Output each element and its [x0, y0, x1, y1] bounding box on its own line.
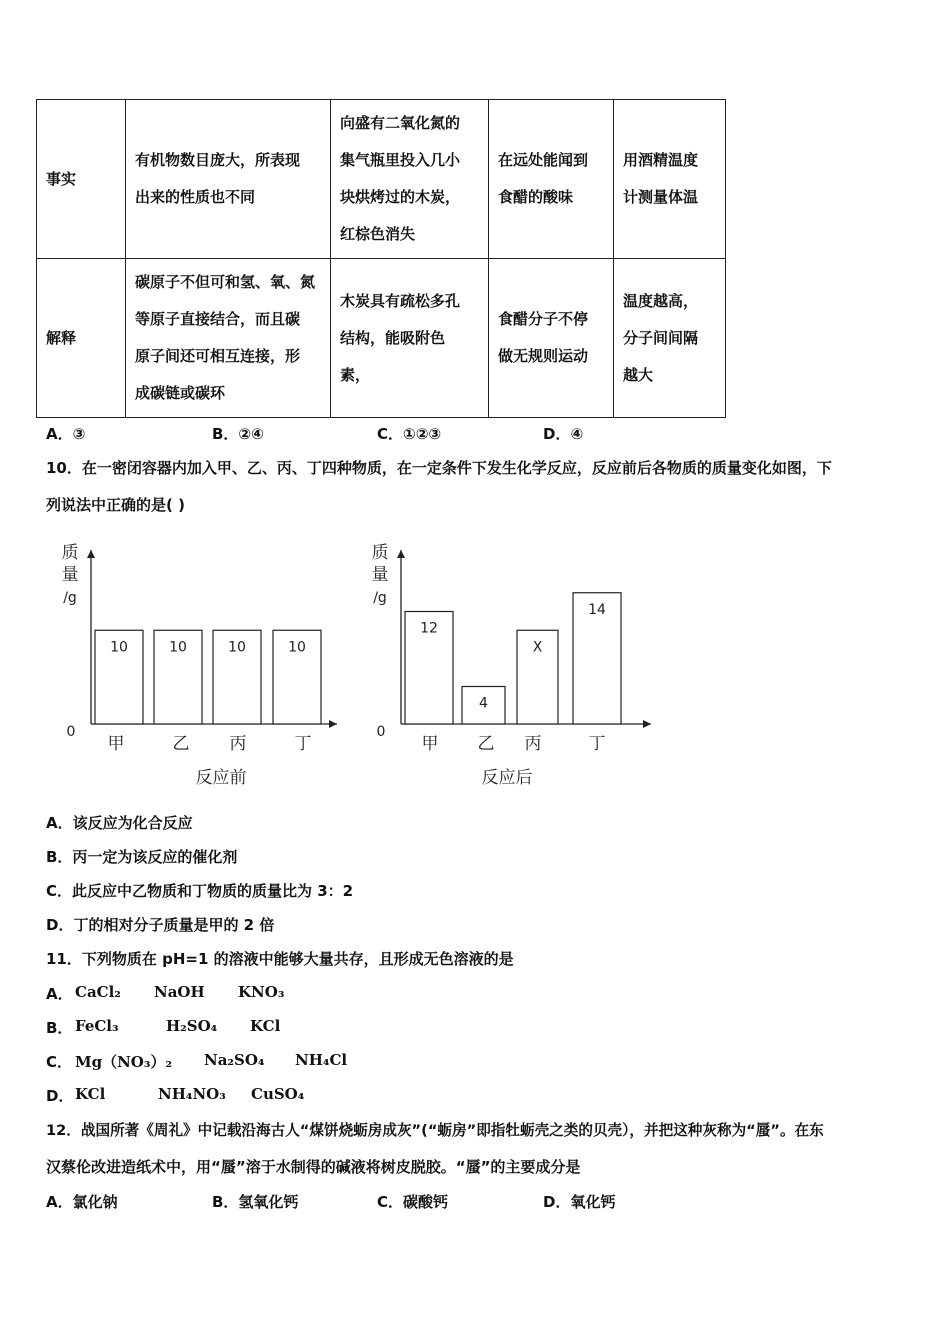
- q11-option-c-item: Mg（NO₃）₂: [75, 1053, 173, 1071]
- q11-option-b-item: H₂SO₄: [166, 1017, 218, 1035]
- q11-stem: 11．下列物质在 pH=1 的溶液中能够大量共存，且形成无色溶液的是: [46, 950, 514, 968]
- y-axis-label: /g: [63, 590, 77, 606]
- y-axis-label: 质: [371, 543, 389, 563]
- chart-title: 反应前: [195, 768, 247, 788]
- q10-option-c: C．此反应中乙物质和丁物质的质量比为 3：2: [46, 882, 354, 900]
- q9-option-a: A．③: [46, 425, 86, 443]
- q11-option-d-item: NH₄NO₃: [158, 1085, 226, 1103]
- y-axis-label: 质: [61, 543, 79, 563]
- q12-stem-line1: 12．战国所著《周礼》中记载沿海古人“煤饼烧蛎房成灰”(“蛎房”即指牡蛎壳之类的贝壳），并把这种灰称为“蜃”。在东: [46, 1122, 824, 1139]
- y-axis-label: 量: [61, 565, 79, 585]
- q11-option-b-item: KCl: [250, 1017, 281, 1035]
- y-axis-label: 量: [371, 565, 389, 585]
- q11-option-d-item: CuSO₄: [251, 1085, 305, 1103]
- q11-option-b-letter: B．: [46, 1019, 73, 1037]
- q11-option-d-letter: D．: [46, 1087, 74, 1105]
- q12-option-b: B．氢氧化钙: [212, 1193, 299, 1211]
- q9-option-b: B．②④: [212, 425, 264, 443]
- q9-option-d: D．④: [543, 425, 584, 443]
- q10-stem-line2: 列说法中正确的是( ): [46, 496, 185, 514]
- y-axis-arrow-icon: [87, 550, 95, 558]
- q11-option-c-item: NH₄Cl: [295, 1051, 348, 1069]
- q9-option-c: C．①②③: [377, 425, 442, 443]
- y-axis-label: /g: [373, 590, 387, 606]
- fact-cell: 用酒精温度 计测量体温: [614, 100, 726, 259]
- q11-option-a-item: KNO₃: [238, 983, 285, 1001]
- bar-value-label: 10: [228, 639, 246, 656]
- fact-cell: 向盛有二氧化氮的 集气瓶里投入几小 块烘烤过的木炭， 红棕色消失: [331, 100, 489, 259]
- explanation-cell: 温度越高， 分子间间隔 越大: [614, 259, 726, 418]
- q11-option-b-item: FeCl₃: [75, 1017, 119, 1035]
- category-label: 丁: [294, 734, 312, 754]
- q11-option-a-item: NaOH: [154, 983, 205, 1001]
- y-axis-arrow-icon: [397, 550, 405, 558]
- q11-option-a-letter: A．: [46, 985, 73, 1003]
- q10-stem-line1: 10．在一密闭容器内加入甲、乙、丙、丁四种物质，在一定条件下发生化学反应，反应前后各物质的质量变化如图，下: [46, 459, 832, 477]
- explanation-cell: 碳原子不但可和氢、氧、氮 等原子直接结合，而且碳 原子间还可相互连接，形 成碳链或碳环: [126, 259, 331, 418]
- category-label: 乙: [477, 734, 495, 754]
- table-row-facts: [37, 100, 726, 259]
- category-label: 甲: [107, 734, 125, 754]
- q10-option-d: D．丁的相对分子质量是甲的 2 倍: [46, 916, 275, 934]
- fact-cell: 有机物数目庞大，所表现 出来的性质也不同: [126, 100, 331, 259]
- explanation-cell: 木炭具有疏松多孔 结构，能吸附色 素，: [331, 259, 489, 418]
- q12-option-a: A．氯化钠: [46, 1193, 118, 1211]
- table-row-header: 解释: [37, 259, 126, 418]
- x-axis-arrow-icon: [643, 720, 651, 728]
- chart-title: 反应后: [481, 768, 533, 788]
- category-label: 丙: [524, 734, 542, 754]
- category-label: 乙: [172, 734, 190, 754]
- chart-before-reaction: [55, 540, 355, 800]
- category-label: 丙: [229, 734, 247, 754]
- x-axis-arrow-icon: [329, 720, 337, 728]
- category-label: 甲: [421, 734, 439, 754]
- chart-after-reaction: [365, 540, 665, 800]
- q12-option-c: C．碳酸钙: [377, 1193, 449, 1211]
- origin-label: 0: [66, 724, 76, 740]
- explanation-cell: 食醋分子不停 做无规则运动: [489, 259, 614, 418]
- bar-value-label: X: [532, 639, 543, 656]
- bar-value-label: 12: [420, 620, 438, 637]
- origin-label: 0: [376, 724, 386, 740]
- fact-explanation-table: [36, 99, 726, 418]
- bar-value-label: 14: [588, 601, 606, 618]
- category-label: 丁: [588, 734, 606, 754]
- q12-option-d: D．氧化钙: [543, 1193, 616, 1211]
- q11-option-c-item: Na₂SO₄: [204, 1051, 265, 1069]
- q11-option-c-letter: C．: [46, 1053, 73, 1071]
- q11-option-d-item: KCl: [75, 1085, 106, 1103]
- bar-value-label: 10: [288, 639, 306, 656]
- bar-value-label: 10: [169, 639, 187, 656]
- table-row-header: 事实: [37, 100, 126, 259]
- bar-value-label: 4: [479, 695, 488, 712]
- q11-option-a-item: CaCl₂: [75, 983, 121, 1001]
- bar-value-label: 10: [110, 639, 128, 656]
- fact-cell: 在远处能闻到 食醋的酸味: [489, 100, 614, 259]
- table-row-explanations: [37, 259, 726, 418]
- q12-stem-line2: 汉蔡伦改进造纸术中，用“蜃”溶于水制得的碱液将树皮脱胶。“蜃”的主要成分是: [46, 1158, 581, 1176]
- q10-option-b: B．丙一定为该反应的催化剂: [46, 848, 238, 866]
- q10-option-a: A．该反应为化合反应: [46, 814, 193, 832]
